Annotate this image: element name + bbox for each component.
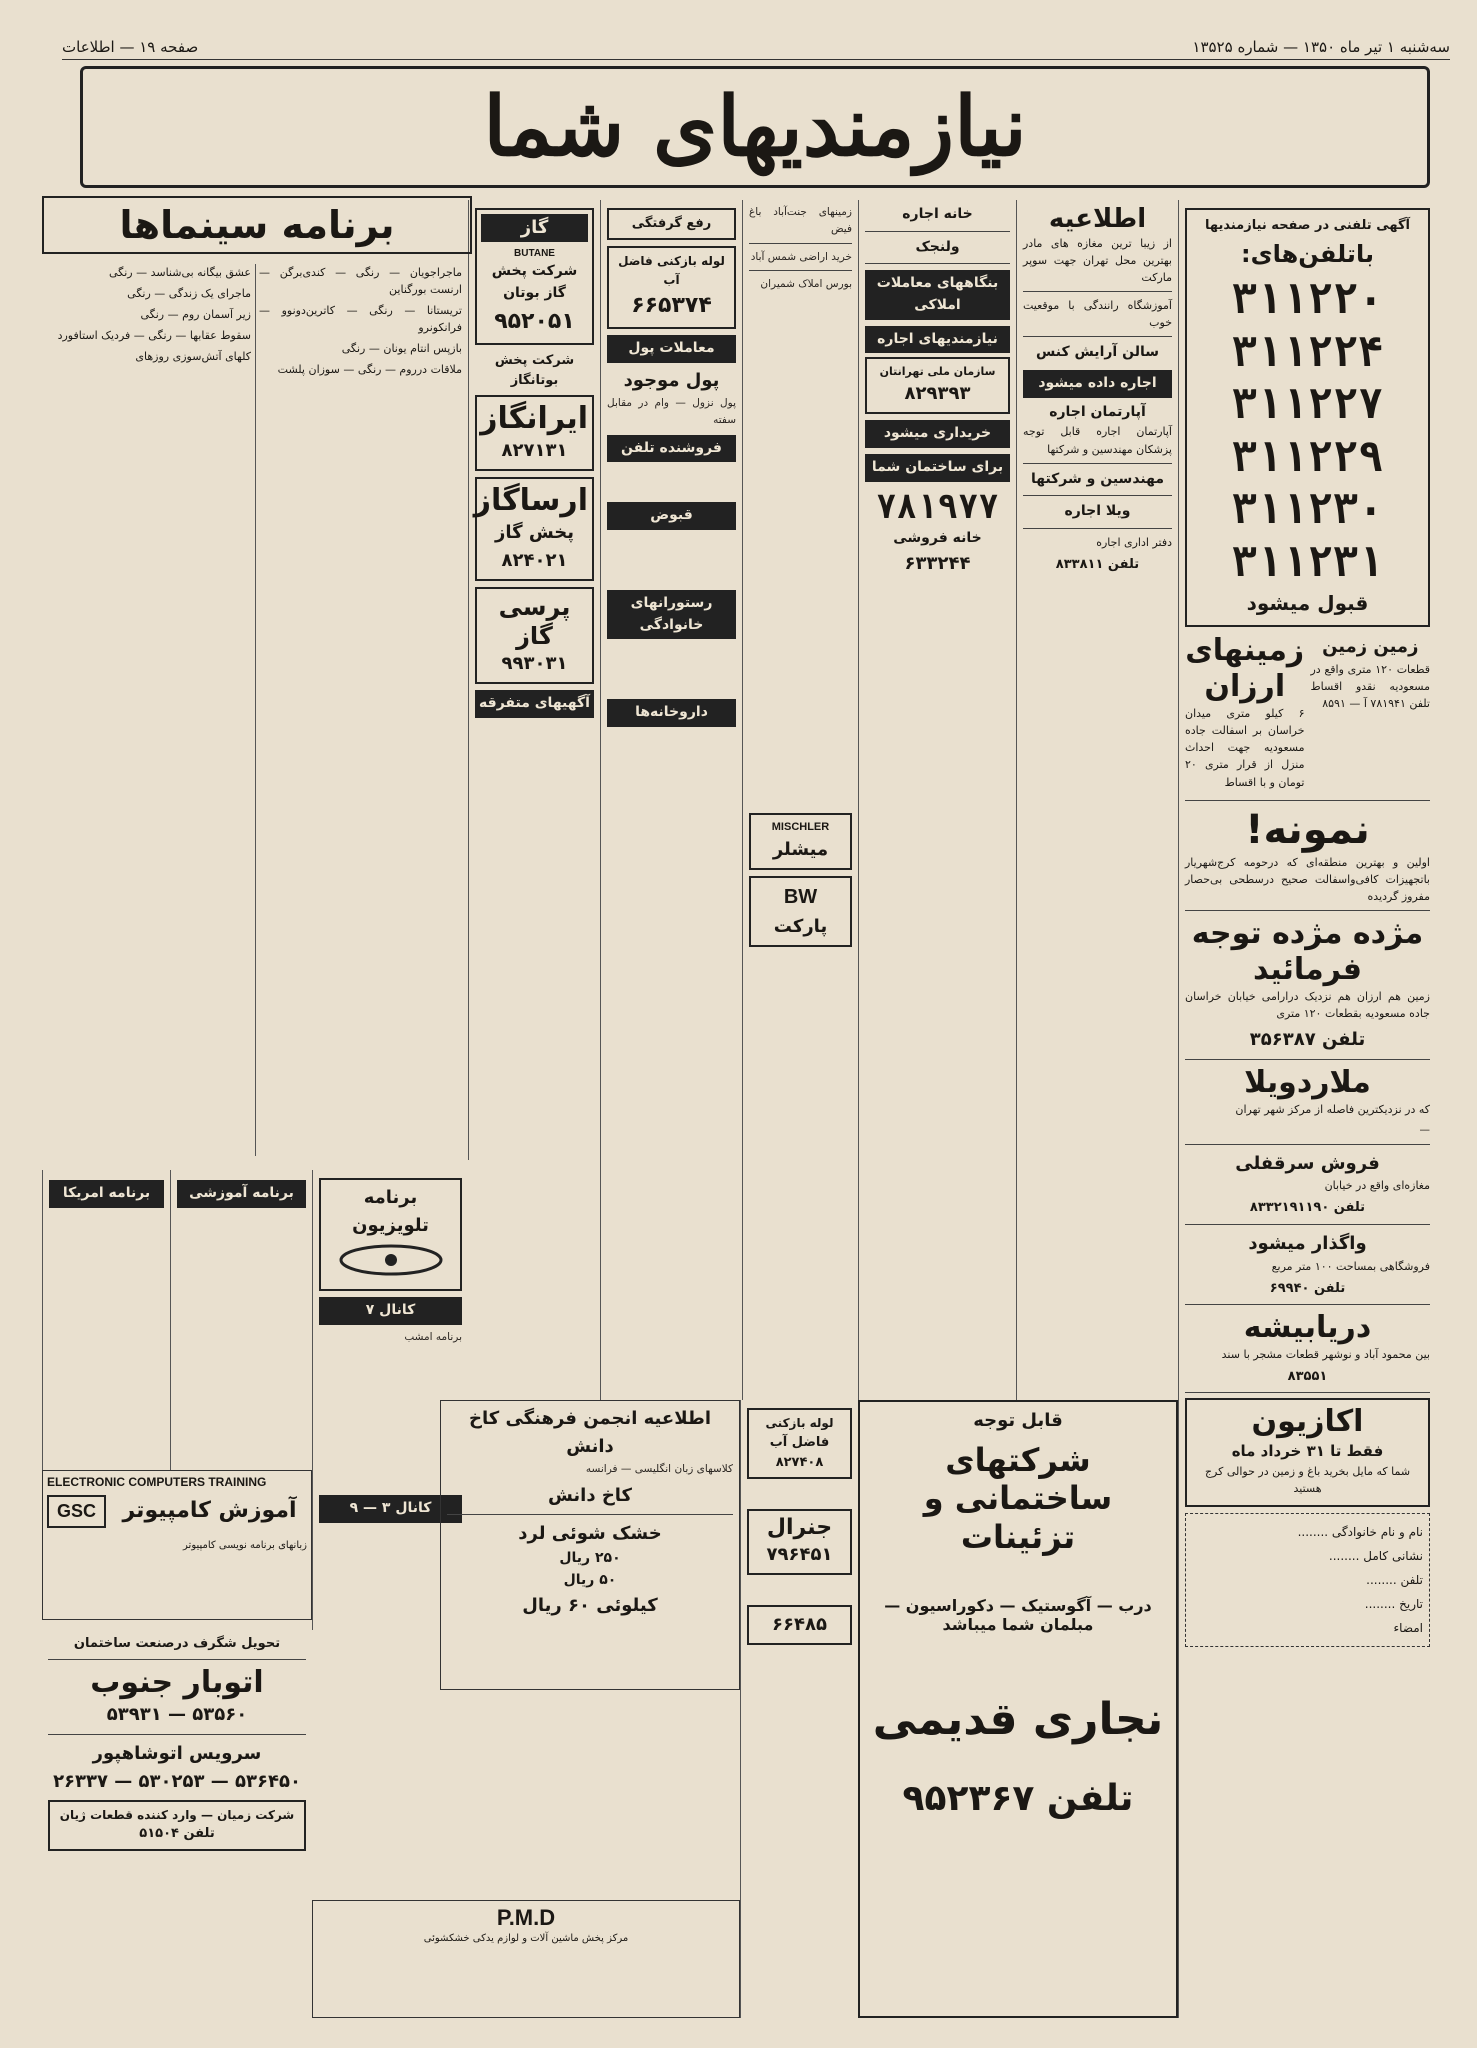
last-lule-box [747,1605,852,1645]
form-line: تاریخ ........ [1364,1597,1423,1612]
land-title: زمینهای ارزان [1185,633,1305,705]
pmd-ad [312,1900,740,2018]
cinema-item: ملاقات درروم — رنگی — سوزان پلشت [277,363,462,377]
iran-gas-title: ایرانگاز [480,401,588,437]
land-text: ۶ کیلو متری میدان خراسان بر اسفالت جاده مسعودیه جهت احداث منزل از قرار متری ۲۰ تومان و با اقساط [1185,707,1305,789]
last-lule-phone: ۶۶۴۸۵ [772,1614,827,1636]
villa-rent: ویلا اجاره [1064,503,1131,520]
tv-title: برنامه تلویزیون [352,1187,429,1236]
sell-text: فروشگاهی بمساحت ۱۰۰ متر مربع [1271,1259,1430,1273]
pmd-text: مرکز پخش ماشین آلات و لوازم یدکی خشکشوئی [423,1933,629,1945]
cinema-item: زیر آسمان روم — رنگی [140,308,251,322]
persi-gas-title: پرسی گاز [498,592,571,650]
laundry-price-3: کیلوئی ۶۰ ریال [522,1594,658,1616]
filler-text: برنامه امشب [404,1330,462,1343]
buyer-title: خریداری میشود [865,420,1010,448]
crystal-phone: تلفن ۵۱۵۰۴ [139,1826,215,1842]
ersa-gas-title: ارساگاز [473,483,588,519]
sample-text: اولین و بهترین منطقه‌ای که درحومه کرج‌شهریار باتجهیزات کافی‌واسفالت صحیح درسطحی بی‌حصار مفروز گردیده [1185,855,1430,903]
agency-box [865,357,1010,414]
villa-rent-title: ولنجک [915,238,960,255]
build-title: برای ساختمان شما [865,454,1010,482]
right-column [1178,200,1436,2018]
form-line: تلفن ........ [1366,1573,1423,1588]
office-phone: تلفن ۸۳۳۸۱۱ [1055,557,1140,572]
service-phone: ۵۳۶۴۵۰ — ۵۳۰۲۵۳ — ۲۶۳۳۷ [53,1770,301,1792]
school-text: آموزشگاه رانندگی با موقعیت خوب [1023,299,1172,330]
cinema-item: ماجراجویان — رنگی — کندی‌برگن — ارنست بورگناین [259,266,462,297]
misc-phone: ۶۳۳۲۴۴ [904,552,971,574]
landlord-title: بنگاههای معاملات املاکی [865,270,1010,319]
cinema-item: سقوط عقابها — رنگی — فردیک استافورد [57,329,251,343]
land-side-text: قطعات ۱۲۰ متری واقع در مسعودیه نقدو اقساط تلفن ۷۸۱۹۴۱ آ — ۸۵۹۱ [1310,663,1430,711]
notice-title: اطلاعیه [1048,204,1147,234]
channel3-title: کانال ۳ — ۹ [319,1495,462,1523]
ersa-gas-box [475,477,594,581]
channel7-title: کانال ۷ [319,1297,462,1325]
big-phone: ۷۸۱۹۷۷ [876,486,999,527]
shipping-title: رفع گرفتگی [631,216,712,231]
phone-number: ۳۱۱۲۲۰ [1231,274,1384,324]
edu-title: برنامه آموزشی [177,1180,306,1208]
apartment-title: آپارتمان اجاره [1049,403,1146,420]
gas-box [475,208,594,345]
ekazion-box [1185,1398,1430,1507]
lule-bottom-box [747,1408,852,1479]
news-text: زمین هم ارزان هم نزدیک درارامی خیابان خراسان جاده مسعودیه بقطعات ۱۲۰ متری [1185,989,1430,1020]
transfer-title: تحویل شگرف درصنعت ساختمان [73,1636,281,1651]
laundry-price-1: ۲۵۰ ریال [559,1550,621,1567]
cinema-item: عشق بیگانه بی‌شناسد — رنگی [108,266,251,279]
laundry-price-2: ۵۰ ریال [563,1572,617,1589]
phone-number: ۳۱۱۲۲۴ [1231,326,1384,376]
construction-text: درب — آگوستیک — دکوراسیون — مبلمان شما میباشد [884,1596,1152,1635]
gas-title: گاز [481,214,588,242]
shipping-box [607,208,736,240]
pmd-title: P.M.D [496,1905,556,1930]
lule-bottom-title: لوله بازکنی [765,1416,834,1430]
computer-title-en: ELECTRONIC COMPUTERS TRAINING [47,1475,267,1489]
phone-number: ۳۱۱۲۳۱ [1231,536,1384,586]
tv-logo-icon [331,1240,451,1280]
misc-ads-title: آگهیهای متفرقه [475,690,594,718]
shop-title: فروش سرقفلی [1235,1152,1380,1174]
bw-box [749,876,852,947]
filler-text: بورس املاک شمیران [760,278,852,291]
money-sub: پول موجود [623,370,720,392]
notice-text: از زیبا ترین مغازه های مادر بهترین محل تهران جهت سوپر مارکت [1023,237,1172,285]
lule-box [607,246,736,329]
gas-text: شرکت پخش گاز بوتان [491,263,578,302]
persi-gas-phone: ۹۹۳۰۳۱ [501,653,568,675]
bus-title: اتوبار جنوب [90,1665,264,1701]
ersa-gas-phone: ۸۲۴۰۲۱ [501,549,568,571]
bw-logo: BW [783,886,818,909]
house-sale: خانه فروشی [893,530,982,547]
column-money [600,200,742,1400]
phone-number: ۳۱۱۲۳۰ [1231,484,1384,534]
ekazion-sub: فقط تا ۳۱ خرداد ماه [1231,1441,1384,1460]
mischler-box [749,813,852,870]
sample-title: نمونه! [1245,806,1370,853]
sell-phone: تلفن ۶۹۹۴۰ [1269,1280,1346,1296]
column-notices [1016,200,1178,1400]
tv-box [319,1178,462,1291]
form-line: نام و نام خانوادگی ........ [1297,1525,1423,1540]
villa-title: ملاردویلا [1244,1064,1371,1100]
filler-text: کلاسهای زبان انگلیسی — فرانسه [585,1462,733,1475]
issue-date: سه‌شنبه ۱ تیر ماه ۱۳۵۰ — شماره ۱۳۵۲۵ [1192,38,1450,56]
form-line: نشانی کامل ........ [1328,1549,1423,1564]
cinema-item: ماجرای یک زندگی — رنگی [127,287,251,301]
shop-text: مغازه‌ای واقع در خیابان [1324,1179,1430,1193]
sea-title: دریابیشه [1243,1309,1372,1345]
land-side-title: زمین زمین [1322,636,1419,658]
apartment-text: آپارتمان اجاره قابل توجه پزشکان مهندسین و شرکتها [1023,425,1172,456]
agency-phone: ۸۲۹۳۹۳ [904,383,971,405]
phone-ad-box [1185,208,1430,627]
edu-tv [170,1170,312,1470]
butane-company: شرکت پخش بوتانگاز [494,352,575,388]
filler-text: — [1419,1123,1430,1136]
lease-title: اجاره داده میشود [1023,370,1172,398]
phone-ad-title: آگهی تلفنی در صفحه نیازمندیها [1205,218,1410,233]
engineers-title: مهندسین و شرکتها [1030,470,1165,487]
bottom-left [42,1630,312,2018]
drug-title: داروخانه‌ها [607,699,736,727]
parquet-title: پارکت [773,916,828,938]
lule-title: لوله بازکنی فاضل آب [618,254,725,287]
page-number: صفحه ۱۹ — اطلاعات [62,38,199,56]
persi-gas-box [475,587,594,684]
iran-gas-box [475,395,594,471]
phone-label: باتلفن‌های: [1241,240,1374,269]
office-text: دفتر اداری اجاره [1096,535,1172,549]
school-sub: کاخ دانش [547,1484,633,1506]
sales-title: فروشنده تلفن [607,435,736,463]
money-title: معاملات پول [607,335,736,363]
service-title: سرویس اتوشاهپور [92,1743,262,1765]
column-misc [742,200,858,1400]
rent-need-title: نیازمندیهای اجاره [865,326,1010,354]
phone-number: ۳۱۱۲۲۷ [1231,379,1384,429]
school-notice-title: اطلاعیه انجمن فرهنگی کاخ دانش [468,1408,711,1457]
cinema-listings [42,260,468,1160]
ekazion-title: اکازیون [1251,1403,1364,1439]
general-phone: ۷۹۶۴۵۱ [766,1544,833,1566]
gsc-logo: GSC [47,1495,106,1528]
crystal-box [48,1800,306,1851]
general-box [747,1509,852,1575]
construction-company: نجاری قدیمی [872,1694,1164,1746]
filler-text: پول نزول — وام در مقابل سفته [607,397,736,426]
beauty-text: سالن آرایش کنس [1036,344,1159,361]
sea-text: بین محمود آباد و نوشهر قطعات مشجر با سند [1221,1347,1430,1361]
phone-footer: قبول میشود [1246,591,1369,616]
gas-phone: ۹۵۲۰۵۱ [494,308,575,334]
america-title: برنامه امریکا [49,1180,164,1208]
form-line: امضاء [1393,1621,1423,1636]
ekazion-text: شما که مایل بخرید باغ و زمین در حوالی کرج هستید [1204,1465,1411,1496]
column-rentals [858,200,1016,1400]
general-title: جنرال [766,1514,833,1540]
iran-gas-phone: ۸۲۷۱۳۱ [501,440,568,462]
news-title: مژده مژده توجه فرمائید [1191,915,1424,987]
col3-bottom [740,1400,858,2018]
cinema-item: بازپس انتام یونان — رنگی [341,342,462,356]
ersa-gas-sub: پخش گاز [494,522,575,544]
cinema-item: تریستانا — رنگی — کاترین‌دونوو‌ — فرانکونرو [259,304,462,335]
column-gas [468,200,600,1160]
construction-sub: قابل توجه [973,1410,1063,1431]
construction-phone: تلفن ۹۵۲۳۶۷ [902,1777,1134,1819]
villa-text: که در نزدیکترین فاصله از مرکز شهر تهران [1235,1102,1430,1116]
school-notice [440,1400,740,1690]
land-side-ad [1311,633,1431,794]
construction-title: شرکتهای ساختمانی و تزئینات [923,1441,1113,1556]
computer-title-fa: آموزش کامپیوتر [122,1498,297,1524]
laundry-title: خشک شوئی لرد [518,1523,662,1545]
banner-title: نیازمندیهای شما [80,66,1430,188]
order-form[interactable] [1185,1513,1430,1647]
filler-text: خرید اراضی شمس آباد [750,250,852,263]
house-rent: خانه اجاره [902,206,973,222]
shop-phone: تلفن ۸۳۳۲۱۹۱۱۹۰ [1249,1200,1366,1216]
butane-logo: BUTANE [514,247,555,259]
sea-phone: ۸۳۵۵۱ [1287,1368,1328,1384]
lule-phone: ۶۶۵۳۷۴ [631,293,712,319]
lule-bottom-phone: فاضل آب ۸۲۷۴۰۸ [769,1434,830,1470]
filler-text: زمینهای جنت‌آباد باغ فیض [749,206,852,235]
crystal-text: شرکت زمیان — وارد کننده قطعات ژیان [59,1807,295,1822]
sell-title: واگذار میشود [1248,1232,1367,1254]
mischler-en: MISCHLER [771,821,830,834]
land-ad [1185,633,1305,794]
computer-ad [42,1470,312,1620]
news-phone: تلفن ۳۵۶۳۸۷ [1249,1028,1366,1050]
mischler-fa: میشلر [772,839,829,861]
computer-text: زبانهای برنامه نویسی کامپیوتر [183,1540,307,1551]
construction-ad [858,1400,1178,2018]
america-tv [42,1170,170,1470]
restaurant-title: رستورانهای خانوادگی [607,590,736,639]
phone-number: ۳۱۱۲۲۹ [1231,431,1384,481]
cinema-item: کلهای آتش‌سوزی روزهای [135,350,251,364]
cinema-title: برنامه سینماها [42,196,472,254]
page-header-line [62,38,1450,60]
agency-name: سازمان ملی تهرانتان [879,365,996,379]
deposit-title: قبوض [607,502,736,530]
bus-phone: ۵۳۵۶۰ — ۵۳۹۳۱ [106,1704,248,1726]
